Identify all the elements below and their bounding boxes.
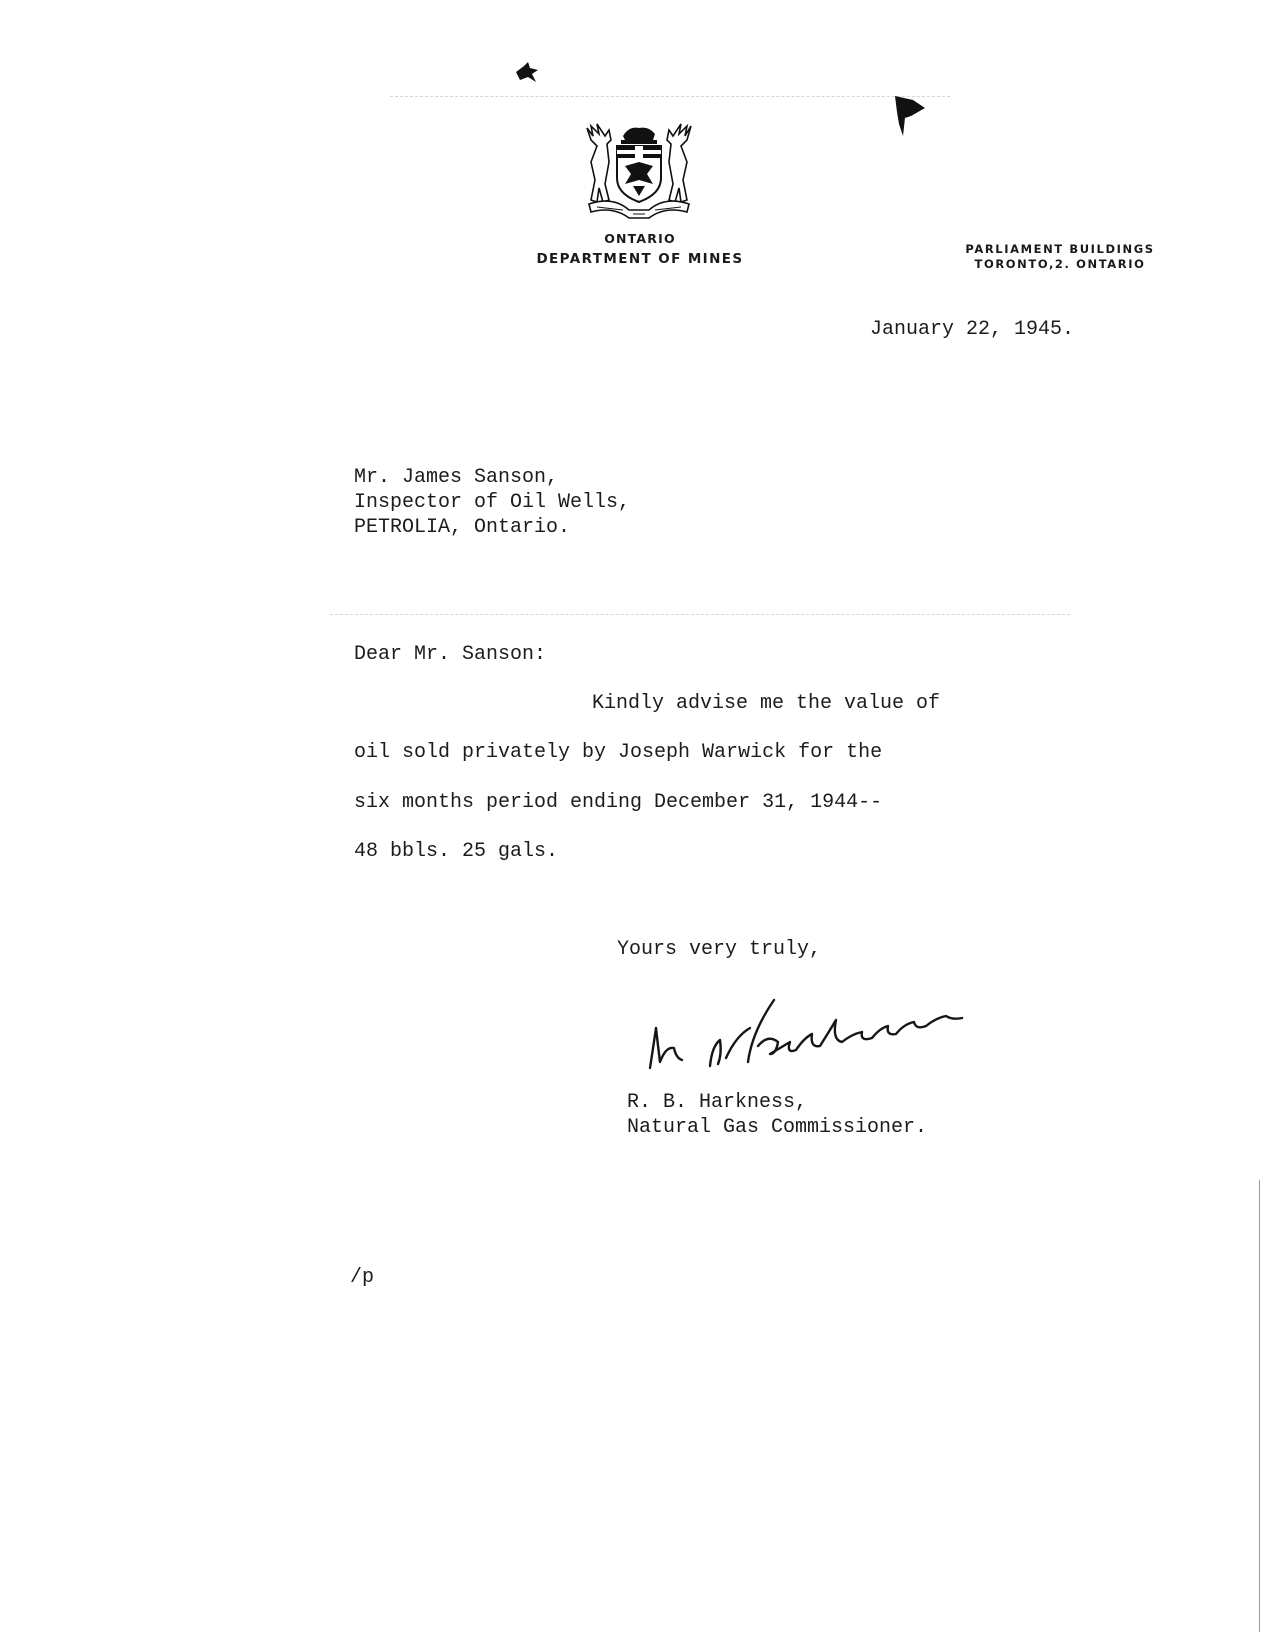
body-line-4: 48 bbls. 25 gals. — [354, 840, 559, 863]
signatory-title: Natural Gas Commissioner. — [627, 1116, 928, 1139]
typist-initials: /p — [350, 1266, 375, 1289]
letterhead-address-line2: TORONTO,2. ONTARIO — [974, 257, 1146, 271]
body-line-3: six months period ending December 31, 1944-- — [354, 791, 883, 814]
scan-fold-line-middle — [330, 614, 1070, 615]
salutation: Dear Mr. Sanson: — [354, 643, 547, 666]
body-line-2: oil sold privately by Joseph Warwick for the — [354, 741, 883, 764]
scan-fold-line-top — [390, 96, 950, 97]
body-line-1: Kindly advise me the value of — [592, 692, 941, 715]
recipient-location: PETROLIA, Ontario. — [354, 516, 571, 539]
letterhead-department: DEPARTMENT OF MINES — [536, 251, 744, 267]
recipient-name: Mr. James Sanson, — [354, 466, 559, 489]
handwritten-signature — [640, 990, 1010, 1080]
ink-blot-right — [893, 94, 927, 138]
signatory-name: R. B. Harkness, — [627, 1091, 808, 1114]
closing: Yours very truly, — [617, 938, 822, 961]
recipient-title: Inspector of Oil Wells, — [354, 491, 631, 514]
letter-date: January 22, 1945. — [870, 318, 1075, 341]
scan-edge-line — [1259, 1180, 1260, 1632]
letterhead-address — [955, 242, 1165, 272]
ontario-coat-of-arms-icon — [583, 122, 695, 222]
letterhead-address-line1: PARLIAMENT BUILDINGS — [965, 242, 1155, 256]
ink-blot-left — [514, 62, 540, 84]
letterhead-province: ONTARIO — [604, 231, 676, 246]
